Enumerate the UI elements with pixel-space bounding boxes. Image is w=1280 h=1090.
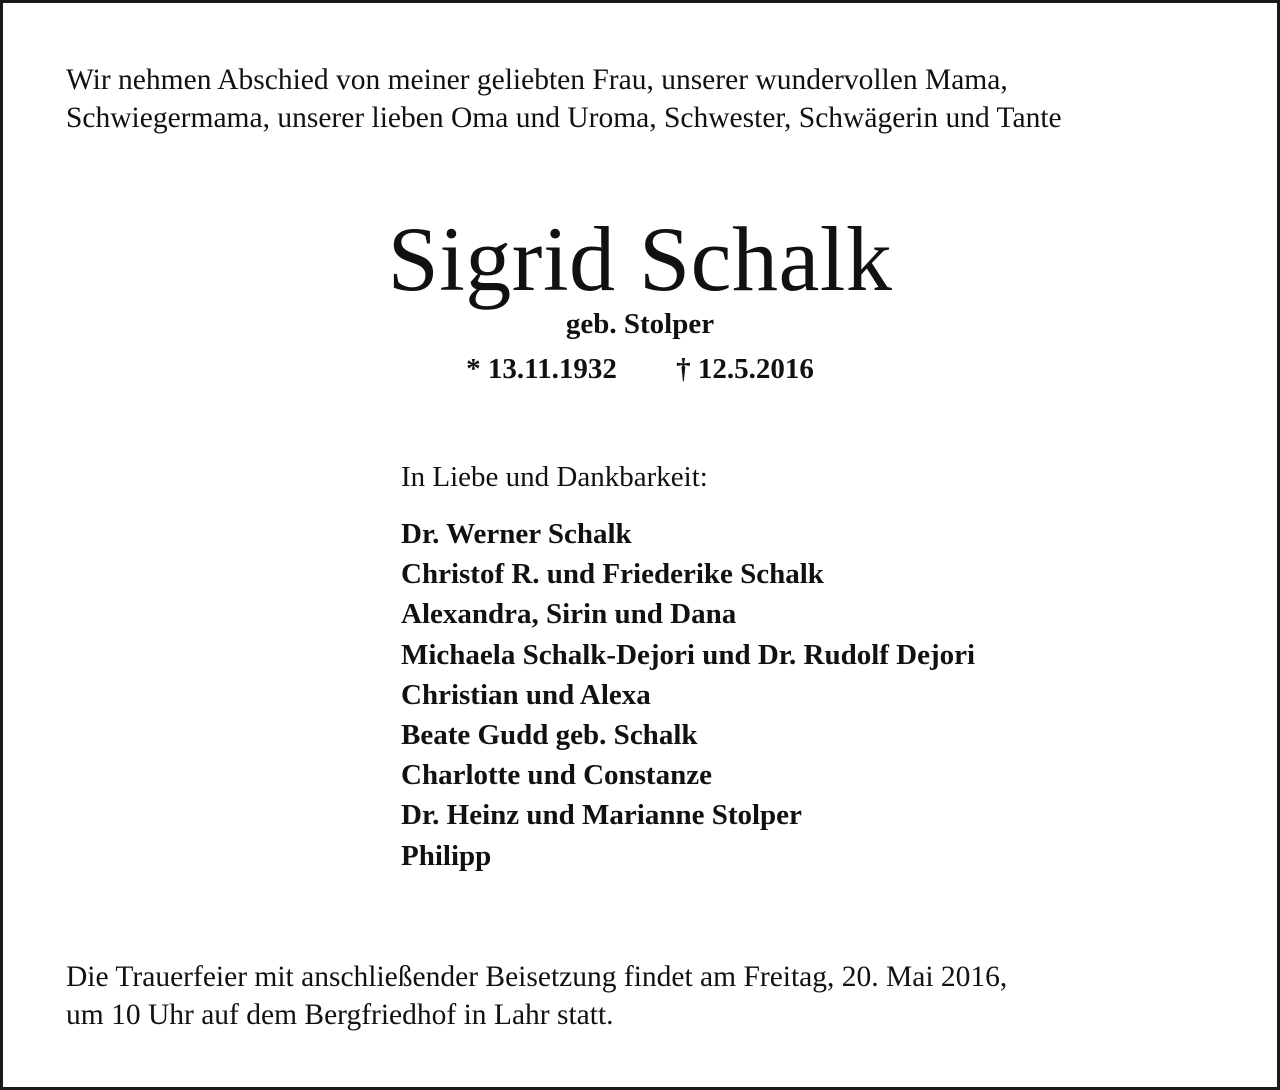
- deceased-name: Sigrid Schalk: [387, 208, 893, 310]
- service-line-2: um 10 Uhr auf dem Bergfriedhof in Lahr statt.: [66, 999, 614, 1031]
- thanks-heading: In Liebe und Dankbarkeit:: [401, 461, 708, 493]
- death-date: † 12.5.2016: [676, 353, 814, 385]
- intro-text: [66, 61, 1226, 137]
- mourner-entry: Christof R. und Friederike Schalk: [401, 558, 824, 591]
- funeral-service-info: [66, 958, 1226, 1034]
- intro-line-2: Schwiegermama, unserer lieben Oma und Uroma, Schwester, Schwägerin und Tante: [66, 102, 1062, 134]
- mourner-entry: Beate Gudd geb. Schalk: [401, 719, 698, 752]
- mourner-entry: Alexandra, Sirin und Dana: [401, 598, 737, 631]
- mourner-entry: Charlotte und Constanze: [401, 759, 712, 792]
- intro-line-1: Wir nehmen Abschied von meiner geliebten Frau, unserer wundervollen Mama,: [66, 64, 1008, 96]
- life-dates: [3, 350, 1277, 388]
- maiden-name: geb. Stolper: [565, 308, 715, 340]
- mourner-entry: Michaela Schalk-Dejori und Dr. Rudolf Dejori: [401, 638, 976, 671]
- mourner-entry: Philipp: [401, 839, 492, 872]
- mourner-entry: Dr. Heinz und Marianne Stolper: [401, 799, 802, 832]
- service-line-1: Die Trauerfeier mit anschließender Beisetzung findet am Freitag, 20. Mai 2016,: [66, 961, 1008, 993]
- birth-date: * 13.11.1932: [466, 353, 617, 385]
- mourners-list: [401, 514, 975, 876]
- mourner-entry: Christian und Alexa: [401, 678, 651, 711]
- mourner-entry: Dr. Werner Schalk: [401, 518, 632, 550]
